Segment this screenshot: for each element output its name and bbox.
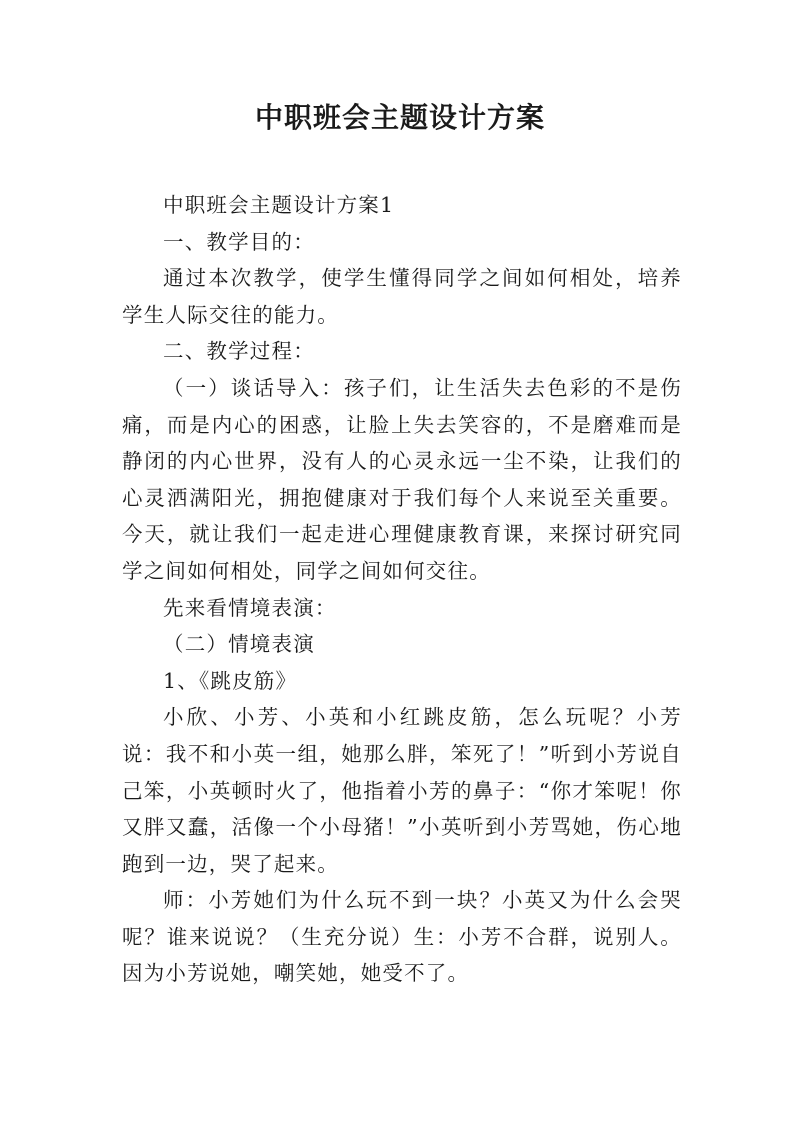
paragraph: 通过本次教学，使学生懂得同学之间如何相处，培养学生人际交往的能力。 — [122, 266, 682, 327]
document-body — [122, 187, 682, 992]
paragraph: （二）情境表演 — [163, 632, 315, 657]
document-title: 中职班会主题设计方案 — [254, 101, 545, 134]
paragraph: （一）谈话导入：孩子们，让生活失去色彩的不是伤痛，而是内心的困惑，让脸上失去笑容的，不是磨难而是静闭的内心世界，没有人的心灵永远一尘不染，让我们的心灵洒满阳光，拥抱健康对于我们每个人来说至关重要。今天，就让我们一起走进心理健康教育课，来探讨研究同学之间如何相处，同学之间如何交往。 — [122, 375, 682, 583]
paragraph: 二、教学过程： — [163, 339, 315, 364]
paragraph: 一、教学目的： — [163, 229, 315, 254]
paragraph: 师：小芳她们为什么玩不到一块？小英又为什么会哭呢？谁来说说？（生充分说）生：小芳不合群，说别人。因为小芳说她，嘲笑她，她受不了。 — [122, 888, 682, 986]
paragraph: 中职班会主题设计方案1 — [163, 193, 395, 217]
paragraph: 先来看情境表演： — [163, 595, 337, 620]
paragraph: 1、《跳皮筋》 — [163, 668, 298, 693]
paragraph: 小欣、小芳、小英和小红跳皮筋，怎么玩呢？小芳说：我不和小英一组，她那么胖，笨死了！”听到小芳说自己笨，小英顿时火了，他指着小芳的鼻子：“你才笨呢！你又胖又蠢，活像一个小母猪！”小英听到小芳骂她，伤心地跑到一边，哭了起来。 — [122, 705, 682, 876]
